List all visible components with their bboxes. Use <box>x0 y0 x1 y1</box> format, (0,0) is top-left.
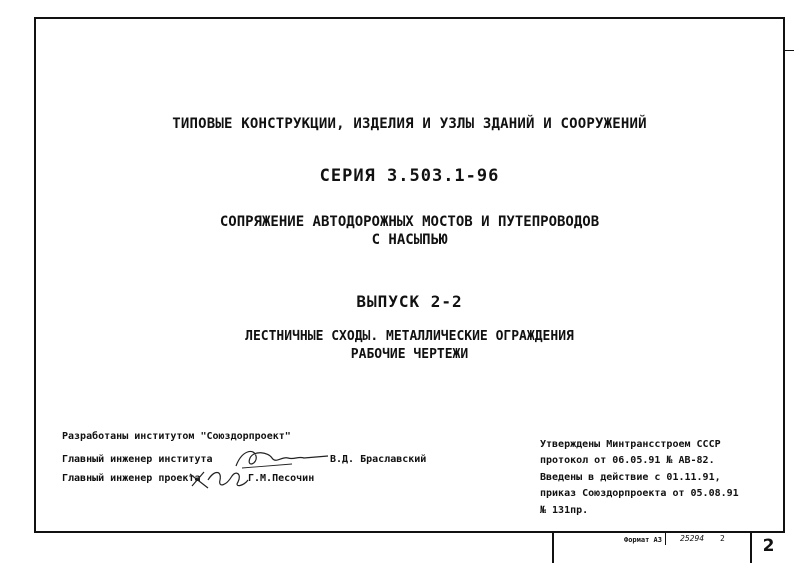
frame-tick <box>784 50 794 51</box>
subtitle-line2: РАБОЧИЕ ЧЕРТЕЖИ <box>350 347 469 362</box>
doc-number: 25294 <box>680 534 705 543</box>
approval-line5: № 131пр. <box>540 505 589 516</box>
signature-pesochin <box>186 466 250 492</box>
copy-number: 2 <box>720 534 725 543</box>
document-name-line2: С НАСЫПЬЮ <box>371 232 448 248</box>
chief-engineer-project-name: Г.М.Песочин <box>248 473 315 484</box>
approval-line4: приказ Союздорпроекта от 05.08.91 <box>540 488 739 499</box>
approval-line3: Введены в действие с 01.11.91, <box>540 472 721 483</box>
main-title: ТИПОВЫЕ КОНСТРУКЦИИ, ИЗДЕЛИЯ И УЗЛЫ ЗДАНИЙ И СООРУЖЕНИЙ <box>172 116 647 132</box>
subtitle-line1: ЛЕСТНИЧНЫЕ СХОДЫ. МЕТАЛЛИЧЕСКИЕ ОГРАЖДЕНИЯ <box>245 329 574 344</box>
chief-engineer-institute-name: В.Д. Браславский <box>330 454 427 465</box>
document-name-line1: СОПРЯЖЕНИЕ АВТОДОРОЖНЫХ МОСТОВ И ПУТЕПРОВОДОВ <box>219 214 600 230</box>
stamp-divider <box>665 533 666 545</box>
format-label: Формат А3 <box>624 536 662 544</box>
approval-line2: протокол от 06.05.91 № АВ-82. <box>540 455 715 466</box>
chief-engineer-project-label: Главный инженер проекта <box>62 473 201 484</box>
sheet-number: 2 <box>762 536 775 556</box>
developed-by: Разработаны институтом "Союздорпроект" <box>62 431 291 442</box>
series-title: СЕРИЯ 3.503.1-96 <box>319 166 500 186</box>
chief-engineer-institute-label: Главный инженер института <box>62 454 213 465</box>
issue-title: ВЫПУСК 2-2 <box>356 292 463 311</box>
approval-line1: Утверждены Минтрансстроем СССР <box>540 439 721 450</box>
